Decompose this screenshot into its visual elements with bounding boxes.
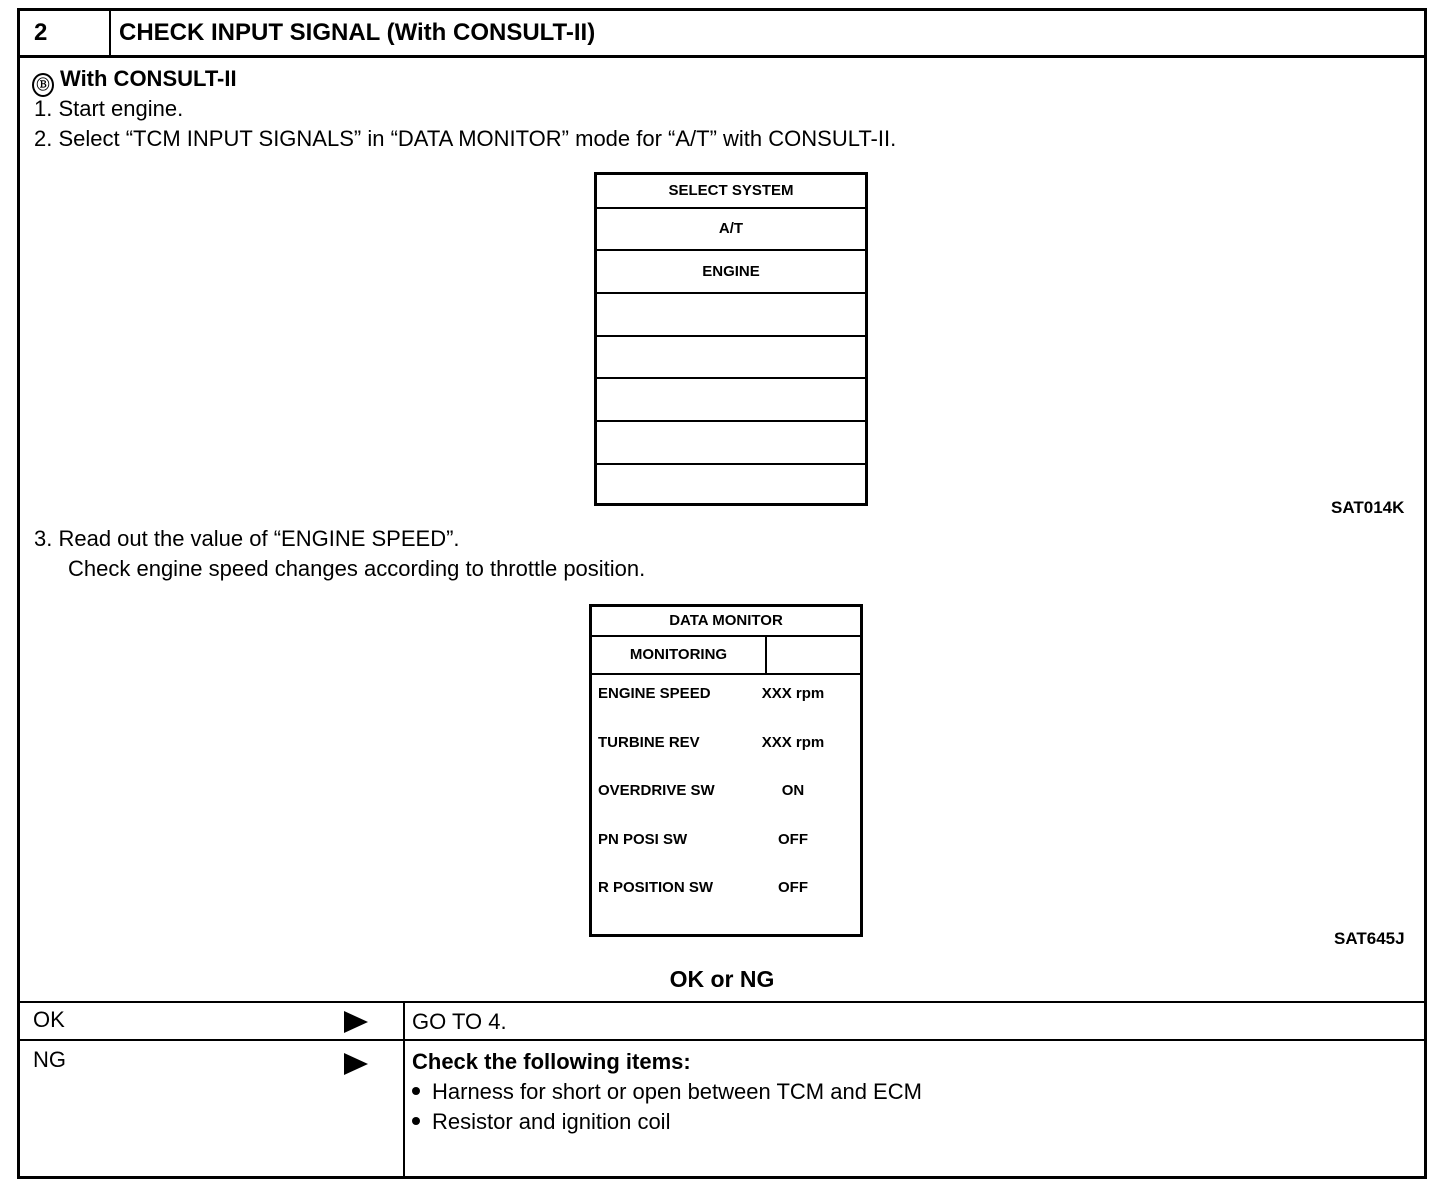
instruction-step-3: 3. Read out the value of “ENGINE SPEED”. bbox=[34, 526, 460, 551]
select-system-item-engine[interactable]: ENGINE bbox=[597, 251, 865, 294]
result-ng-action bbox=[412, 1047, 922, 1137]
select-system-item-empty bbox=[597, 465, 865, 503]
instruction-step-1: 1. Start engine. bbox=[34, 96, 184, 121]
monitor-item-label: OVERDRIVE SW bbox=[598, 782, 715, 799]
result-ng-condition-cell bbox=[20, 1041, 405, 1176]
result-ng-action-title: Check the following items: bbox=[412, 1049, 691, 1074]
result-row-ok bbox=[20, 1001, 1424, 1039]
select-system-item-empty bbox=[597, 422, 865, 465]
check-item: Resistor and ignition coil bbox=[412, 1107, 922, 1137]
monitor-item-value: ON bbox=[781, 782, 805, 799]
select-system-item-empty bbox=[597, 379, 865, 422]
select-system-item-at[interactable]: A/T bbox=[597, 209, 865, 251]
monitor-item-value: OFF bbox=[778, 879, 808, 896]
result-ok-label: OK bbox=[33, 1007, 65, 1032]
step-header bbox=[20, 11, 1424, 58]
monitor-item-label: PN POSI SW bbox=[598, 831, 688, 848]
monitor-item-label: TURBINE REV bbox=[598, 734, 700, 751]
bullet-icon bbox=[412, 1117, 420, 1125]
data-monitor-mode-bar bbox=[592, 637, 860, 675]
monitor-item-value: OFF bbox=[778, 831, 808, 848]
result-ng-label: NG bbox=[33, 1047, 66, 1072]
consult-icon: Ⓑ bbox=[32, 73, 54, 97]
select-system-screen bbox=[594, 172, 868, 506]
result-ok-condition-cell bbox=[20, 1003, 405, 1039]
monitoring-tab[interactable]: MONITORING bbox=[592, 637, 767, 673]
with-consult-text: With CONSULT-II bbox=[60, 66, 237, 91]
data-monitor-screen bbox=[589, 604, 863, 937]
monitor-item-value: XXX rpm bbox=[761, 734, 825, 751]
ok-or-ng-heading: OK or NG bbox=[669, 966, 775, 992]
select-system-item-empty bbox=[597, 294, 865, 337]
select-system-title: SELECT SYSTEM bbox=[597, 175, 865, 209]
data-monitor-title: DATA MONITOR bbox=[592, 607, 860, 637]
arrow-right-icon bbox=[344, 1011, 368, 1033]
result-ok-action: GO TO 4. bbox=[412, 1009, 507, 1034]
bullet-icon bbox=[412, 1087, 420, 1095]
procedure-frame bbox=[17, 8, 1427, 1179]
select-system-item-empty bbox=[597, 337, 865, 379]
step-number: 2 bbox=[20, 11, 111, 55]
instruction-step-2: 2. Select “TCM INPUT SIGNALS” in “DATA MONITOR” mode for “A/T” with CONSULT-II. bbox=[34, 126, 897, 151]
figure-code-sat014k: SAT014K bbox=[1331, 498, 1405, 517]
monitor-item-label: ENGINE SPEED bbox=[598, 685, 711, 702]
figure-code-sat645j: SAT645J bbox=[1334, 929, 1405, 948]
result-row-ng bbox=[20, 1039, 1424, 1176]
instruction-step-3-detail: Check engine speed changes according to throttle position. bbox=[68, 556, 646, 581]
step-title: CHECK INPUT SIGNAL (With CONSULT-II) bbox=[119, 19, 596, 46]
check-item: Harness for short or open between TCM and ECM bbox=[412, 1077, 922, 1107]
monitor-item-value: XXX rpm bbox=[761, 685, 825, 702]
with-consult-label bbox=[32, 64, 237, 97]
monitor-item-label: R POSITION SW bbox=[598, 879, 714, 896]
arrow-right-icon bbox=[344, 1053, 368, 1075]
